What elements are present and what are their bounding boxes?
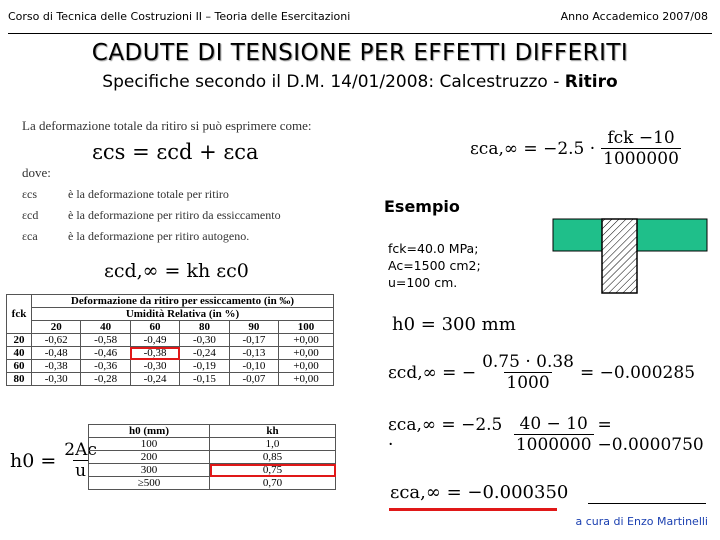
table-row: 300 0,75: [89, 464, 336, 477]
example-title: Esempio: [384, 197, 460, 216]
definition-item: εcs è la deformazione totale per ritiro: [22, 187, 229, 201]
definition-item: εca è la deformazione per ritiro autogeno.: [22, 229, 250, 243]
definition-item: εcd è la deformazione per ritiro da essiccamento: [22, 208, 281, 222]
example-line-u: u=100 cm.: [388, 275, 458, 290]
page-title: CADUTE DI TENSIONE PER EFFETTI DIFFERITI: [91, 40, 629, 66]
intro-text: La deformazione totale da ritiro si può esprimere come:: [22, 118, 312, 133]
definitions-list: [22, 184, 281, 247]
table1-group-header: Umidità Relativa (in %): [32, 308, 334, 321]
table1-col: 20: [32, 321, 81, 334]
table1-col: 60: [130, 321, 179, 334]
table1-title: Deformazione da ritiro per essiccamento (in ‰): [32, 295, 334, 308]
example-h0: h0 = 300 mm: [392, 314, 516, 335]
example-eps-ca-final: εca,∞ = −0.000350: [390, 482, 569, 503]
example-line-ac: Ac=1500 cm2;: [388, 258, 481, 273]
web-shape: [602, 219, 637, 293]
table1-col: 80: [180, 321, 229, 334]
section-drawing: [552, 215, 708, 295]
table-row: ≥500 0,70: [89, 477, 336, 490]
table-row: 60 -0,38 -0,36 -0,30 -0,19 -0,10 +0,00: [7, 360, 334, 373]
header-year: Anno Accademico 2007/08: [560, 10, 708, 23]
shrinkage-table: [6, 294, 334, 386]
table-row: 20 -0,62 -0,58 -0,49 -0,30 -0,17 +0,00: [7, 334, 334, 347]
example-inputs: [388, 240, 481, 291]
example-line-fck: fck=40.0 MPa;: [388, 241, 479, 256]
table-row: 40 -0,48 -0,46 -0,38 -0,24 -0,13 +0,00: [7, 347, 334, 360]
formula-eps-cs: εcs = εcd + εca: [92, 140, 259, 164]
footer-divider: [588, 503, 706, 504]
header-divider: [8, 33, 712, 34]
table-row: 100 1,0: [89, 438, 336, 451]
table-row: 80 -0,30 -0,28 -0,24 -0,15 -0,07 +0,00: [7, 373, 334, 386]
kh-table: [88, 424, 336, 490]
definitions-dove: dove:: [22, 165, 51, 180]
table-row: 200 0,85: [89, 451, 336, 464]
table1-col: 100: [279, 321, 334, 334]
result-underline: [389, 508, 557, 511]
table1-row-header: fck: [7, 295, 32, 334]
highlighted-cell: -0,38: [130, 347, 179, 360]
table1-col: 90: [229, 321, 278, 334]
example-eps-cd: εcd,∞ = − $\frac{0.75 \cdot 0.38}{1000}$ = −0.000285: [388, 352, 696, 393]
table2-header-kh: kh: [210, 425, 336, 438]
table1-col: 40: [81, 321, 130, 334]
subtitle-prefix: Specifiche secondo il D.M. 14/01/2008: Calcestruzzo -: [102, 72, 565, 92]
formula-h0: h0 = $\frac{2Ac}{u}$: [10, 440, 97, 481]
highlighted-cell: 0,75: [210, 464, 336, 477]
page-subtitle: [0, 72, 720, 92]
formula-eps-ca: εca,∞ = −2.5 · $\frac{\text{fck −10}}{1000000}$: [470, 128, 679, 169]
example-eps-ca: εca,∞ = −2.5 · $\frac{40 - 10}{1000000}$ = −0.0000750: [388, 414, 704, 455]
formula-eps-cd: εcd,∞ = kh εc0: [104, 260, 249, 282]
subtitle-bold: Ritiro: [564, 72, 618, 92]
table2-header-h0: h0 (mm): [89, 425, 210, 438]
footer-credit: a cura di Enzo Martinelli: [575, 515, 708, 528]
header-course: Corso di Tecnica delle Costruzioni II – Teoria delle Esercitazioni: [8, 10, 351, 23]
